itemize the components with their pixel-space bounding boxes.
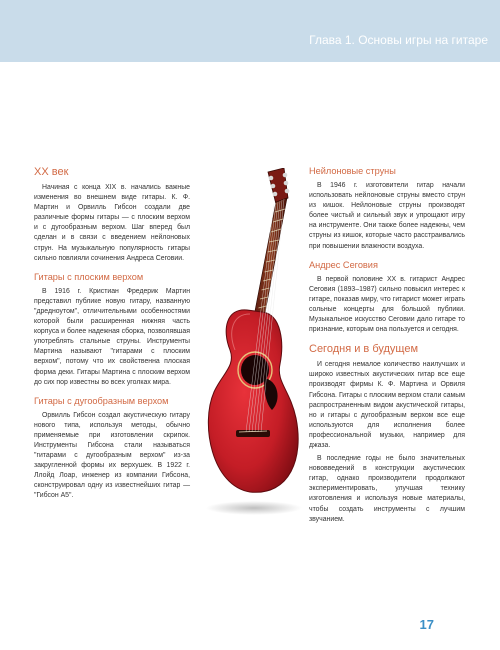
right-column <box>309 165 465 528</box>
section-paragraph: В первой половине XX в. гитарист Андрес Сеговия (1893–1987) сильно повысил интерес к гитаре, показав миру, что гитарист может играть сольные концерты для большой публики. Музыкальное искусство Сеговии дало гитаре то признание, которым она пользуется и сегодня. <box>309 275 465 334</box>
guitar-illustration <box>192 168 312 518</box>
section-paragraph: В 1946 г. изготовители гитар начали использовать нейлоновые струны вместо струн из кишок. Нейлоновые струны производят более чистый и сильный звук и упрощают игру на инструменте. Они также более надежны, чем струны из кишок, которые часто расстраивались при повышении влажности воздуха. <box>309 182 465 250</box>
section-heading-xx-century: XX век <box>34 166 69 178</box>
page-header-band <box>0 0 500 62</box>
section-paragraph: Орвилль Гибсон создал акустическую гитару нового типа, используя методы, обычно применяемые при изготовлении скрипок. Инструменты Гибсона стали называться "гитарами с дугообразным верхом" из-за закругленной формы их верхушек. В 1922 г. Ллойд Лоар, инженер из компании Гибсона, сконструировал одну из известнейших гитар — "Гибсон А5". <box>34 411 190 500</box>
section-heading-today-and-future: Сегодня и в будущем <box>309 343 419 356</box>
section-paragraph: И сегодня немалое количество наилучших и широко известных акустических гитар все еще производят фирмы К. Ф. Мартина и Орвиля Гибсона. Гитары с плоским верхом стали самым распространенным видом акустической гитары, но и гитары с дугообразным верхом все еще используются для исполнения более профессиональной музыки, например для джаза. <box>309 361 465 449</box>
section-paragraph: Начиная с конца XIX в. начались важные изменения во внешнем виде гитары. К. Ф. Мартин и Орвилль Гибсон создали две различные формы гитары — с плоским верхом и с дугообразным верхом. Шаг вперед был сделан и в связи с введением нейлоновых струн. На музыкальную популярность гитары сильно повлияли сочинения Андреса Сеговии. <box>34 184 190 262</box>
guitar-icon <box>192 168 312 518</box>
chapter-title: Глава 1. Основы игры на гитаре <box>309 33 488 47</box>
left-column <box>34 165 190 505</box>
section-heading-nylon-strings: Нейлоновые струны <box>309 166 396 176</box>
section-paragraph: В последние годы не было значительных нововведений в конструкции акустических гитар, однако производители продолжают экспериментировать, улучшая технику изготовления и используя новые материалы, чтобы создать инструменты с лучшим звучанием. <box>309 455 465 523</box>
section-heading-arched-top: Гитары с дугообразным верхом <box>34 395 169 406</box>
section-heading-flat-top: Гитары с плоским верхом <box>34 271 144 282</box>
page-number: 17 <box>419 617 434 632</box>
section-heading-andres-segovia: Андрес Сеговия <box>309 259 378 270</box>
section-paragraph: В 1916 г. Кристиан Фредерик Мартин представил публике новую гитару, названную "дредноутом", отличительными особенностями которой были расширенная нижняя часть корпуса и более надежная сборка, позволявшая употреблять стальные струны. Инструменты Мартина называют "гитарами с плоским верхом", потому что их свойственна плоская форма деки. Гитары Мартина с плоским верхом до сих пор известны во всех уголках мира. <box>34 287 190 386</box>
